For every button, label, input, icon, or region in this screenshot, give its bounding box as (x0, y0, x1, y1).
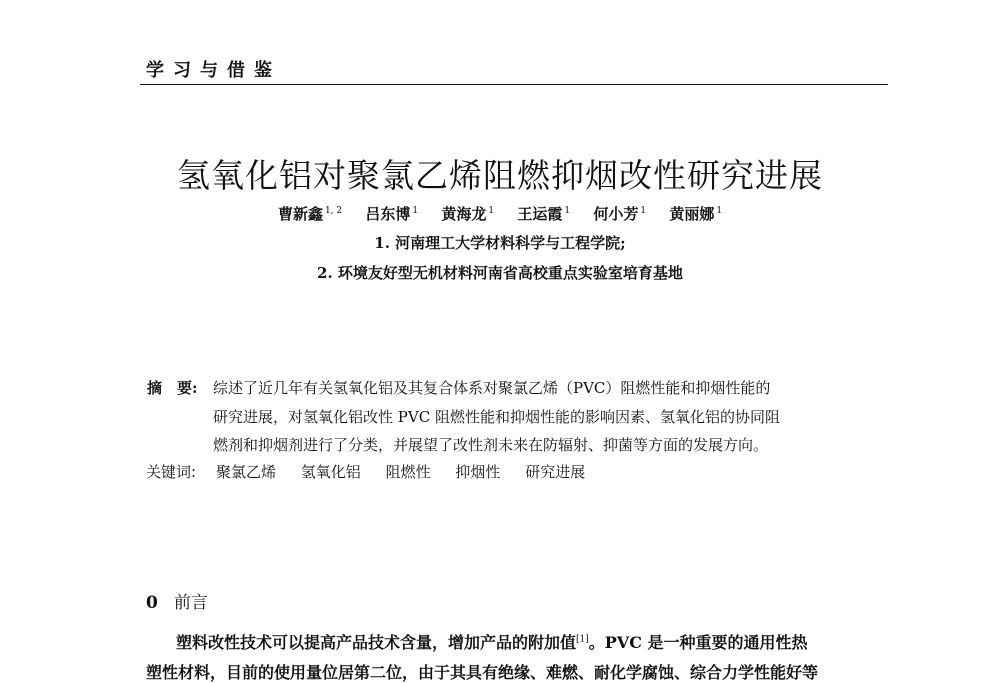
abstract-line: 燃剂和抑烟剂进行了分类，并展望了改性剂未来在防辐射、抑菌等方面的发展方向。 (213, 436, 769, 454)
section-heading (146, 588, 208, 613)
author-list (0, 203, 1000, 224)
author: 王运霞 $^1$ (517, 205, 571, 223)
body-paragraph-line: 塑料改性技术可以提高产品技术含量，增加产品的附加值[1]。PVC 是一种重要的通用性热 (176, 633, 808, 652)
author: 黄海龙 $^1$ (441, 205, 495, 223)
body-paragraph-line: 塑性材料，目前的使用量位居第二位，由于其具有绝缘、难燃、耐化学腐蚀、综合力学性能好等 (146, 663, 819, 682)
author: 吕东博 $^1$ (365, 205, 419, 223)
author: 曹新鑫 $^{1, 2}$ (277, 205, 343, 223)
citation-ref: [1] (576, 634, 589, 645)
abstract-label: 摘 要: (147, 379, 198, 397)
abstract-line: 研究进展，对氢氧化铝改性 PVC 阻燃性能和抑烟性能的影响因素、氢氧化铝的协同阻 (213, 408, 780, 426)
journal-section-label: 学习与借鉴 (146, 60, 281, 81)
author: 黄丽娜 $^1$ (669, 205, 723, 223)
keyword: 聚氯乙烯 (216, 463, 277, 481)
affiliation-2: 2. 环境友好型无机材料河南省高校重点实验室培育基地 (317, 264, 683, 282)
abstract-line: 综述了近几年有关氢氧化铝及其复合体系对聚氯乙烯（PVC）阻燃性能和抑烟性能的 (213, 379, 771, 397)
keyword: 阻燃性 (385, 463, 431, 481)
affiliation-1: 1. 河南理工大学材料科学与工程学院; (374, 234, 626, 252)
keyword: 氢氧化铝 (300, 463, 361, 481)
paper-title: 氢氧化铝对聚氯乙烯阻燃抑烟改性研究进展 (177, 156, 823, 195)
keywords-label: 关键词: (146, 463, 197, 481)
keyword-list (216, 461, 605, 482)
section-number: 0 (146, 593, 158, 613)
header-rule (140, 84, 888, 85)
author: 何小芳 $^1$ (593, 205, 647, 223)
keyword: 研究进展 (525, 463, 586, 481)
keyword: 抑烟性 (455, 463, 501, 481)
section-title: 前言 (173, 593, 208, 613)
